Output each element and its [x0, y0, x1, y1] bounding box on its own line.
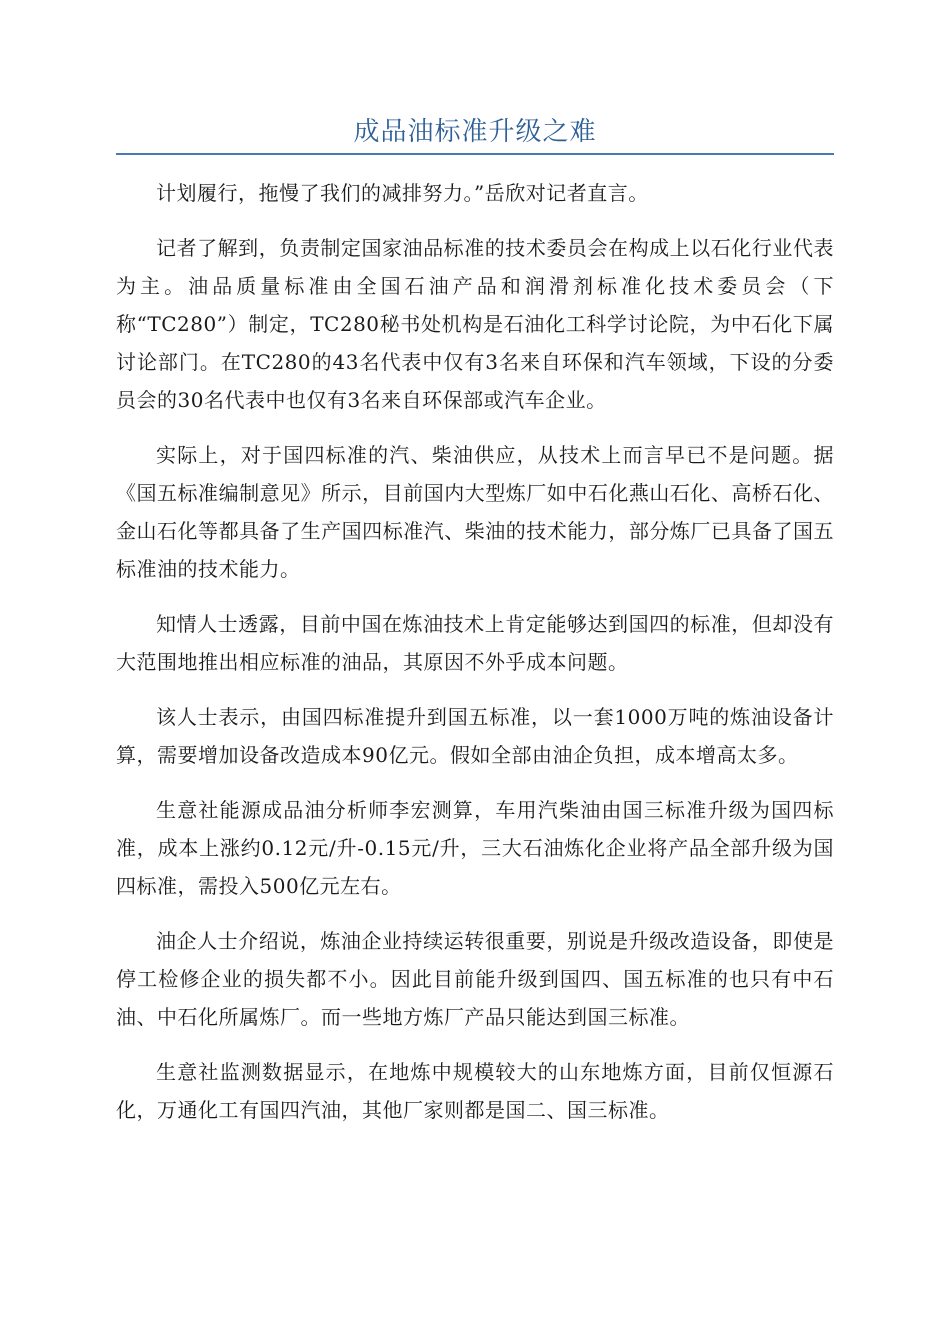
paragraph: 生意社能源成品油分析师李宏测算，车用汽柴油由国三标准升级为国四标准，成本上涨约0.12元/升-0.15元/升，三大石油炼化企业将产品全部升级为国四标准，需投入500亿元左右。 [116, 798, 834, 898]
paragraph: 生意社监测数据显示，在地炼中规模较大的山东地炼方面，目前仅恒源石化，万通化工有国四汽油，其他厂家则都是国二、国三标准。 [116, 1060, 834, 1122]
paragraph: 知情人士透露，目前中国在炼油技术上肯定能够达到国四的标准，但却没有大范围地推出相应标准的油品，其原因不外乎成本问题。 [116, 612, 834, 674]
document-body [116, 174, 834, 1146]
paragraph: 实际上，对于国四标准的汽、柴油供应，从技术上而言早已不是问题。据《国五标准编制意见》所示，目前国内大型炼厂如中石化燕山石化、高桥石化、金山石化等都具备了生产国四标准汽、柴油的技术能力，部分炼厂已具备了国五标准油的技术能力。 [116, 443, 834, 581]
document-title: 成品油标准升级之难 [353, 117, 597, 147]
paragraph: 该人士表示，由国四标准提升到国五标准，以一套1000万吨的炼油设备计算，需要增加设备改造成本90亿元。假如全部由油企负担，成本增高太多。 [116, 705, 834, 767]
paragraph: 记者了解到，负责制定国家油品标准的技术委员会在构成上以石化行业代表为主。油品质量标准由全国石油产品和润滑剂标准化技术委员会（下称“TC280”）制定，TC280秘书处机构是石油化工科学讨论院，为中石化下属讨论部门。在TC280的43名代表中仅有3名来自环保和汽车领域，下设的分委员会的30名代表中也仅有3名来自环保部或汽车企业。 [116, 236, 834, 412]
paragraph: 计划履行，拖慢了我们的减排努力。”岳欣对记者直言。 [156, 181, 649, 205]
paragraph: 油企人士介绍说，炼油企业持续运转很重要，别说是升级改造设备，即使是停工检修企业的损失都不小。因此目前能升级到国四、国五标准的也只有中石油、中石化所属炼厂。而一些地方炼厂产品只能达到国三标准。 [116, 929, 834, 1029]
title-underline [116, 153, 834, 155]
